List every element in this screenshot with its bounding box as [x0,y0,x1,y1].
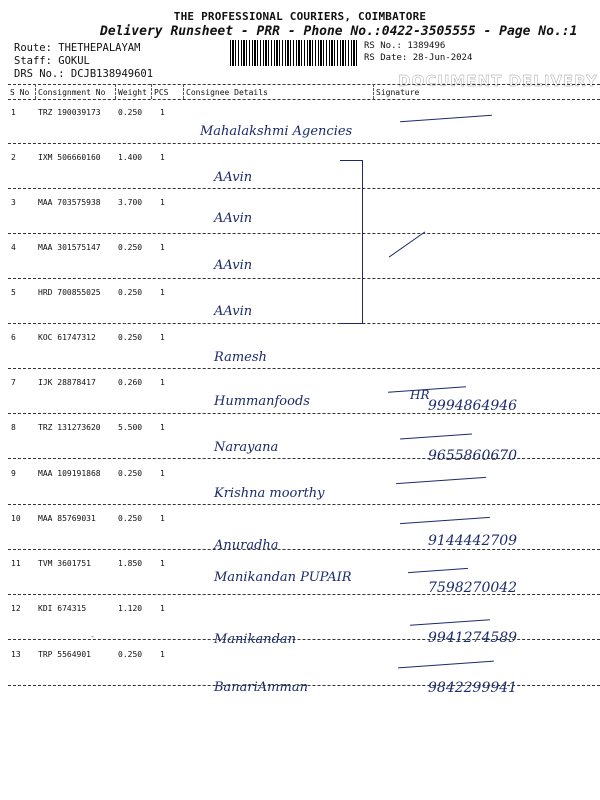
row-consignment-no: TRP 5564901 [38,650,91,659]
row-consignment-no: MAA 85769031 [38,514,96,523]
row-divider [8,368,600,369]
header-top-rule [8,84,600,85]
row-sno: 3 [11,198,16,207]
row-divider [8,233,600,234]
row-consignee: Mahalakshmi Agencies [200,124,353,139]
row-consignment-no: KOC 61747312 [38,333,96,342]
row-weight: 5.500 [118,423,143,432]
staff-label: Staff: GOKUL [14,55,90,67]
row-consignee: AAvin [214,304,253,319]
row-pcs: 1 [160,288,165,297]
row-phone-number: 9994864946 [428,398,518,414]
row-consignee: Ramesh [214,350,267,365]
runsheet-title: Delivery Runsheet - PRR - Phone No.:0422-3505555 - Page No.:1 [100,24,578,39]
col-pcs-header: PCS [154,88,169,97]
row-weight: 0.250 [118,469,143,478]
barcode [230,40,358,66]
row-consignment-no: TRZ 131273620 [38,423,101,432]
row-phone-number: 9144442709 [428,533,518,549]
row-consignee: BanariAmman [214,680,308,695]
row-consignment-no: TVM 3601751 [38,559,91,568]
row-pcs: 1 [160,198,165,207]
row-divider [8,278,600,279]
row-consignment-no: MAA 109191868 [38,469,101,478]
row-weight: 3.700 [118,198,143,207]
row-sno: 7 [11,378,16,387]
row-divider [8,188,600,189]
signature-scribble [389,231,426,257]
document-delivery-stamp: DOCUMENT DELIVERY [398,72,598,90]
row-weight: 0.250 [118,333,143,342]
row-pcs: 1 [160,333,165,342]
row-divider [8,549,600,550]
row-sno: 6 [11,333,16,342]
row-phone-number: 7598270042 [428,580,518,596]
row-divider [8,685,600,686]
signature-scribble [410,619,490,626]
row-weight: 1.850 [118,559,143,568]
row-pcs: 1 [160,514,165,523]
col-divider [35,84,36,99]
row-divider [8,594,600,595]
row-consignment-no: HRD 700855025 [38,288,101,297]
row-sno: 8 [11,423,16,432]
row-sno: 13 [11,650,21,659]
row-pcs: 1 [160,243,165,252]
row-phone-number: 9655860670 [428,448,518,464]
signature-scribble [396,477,486,484]
row-consignment-no: MAA 301575147 [38,243,101,252]
rs-info-block [364,40,472,64]
row-divider [8,413,600,414]
col-weight-header: Weight [118,88,147,97]
row-divider [8,639,600,640]
signature-scribble [400,433,472,439]
rs-number: RS No.: 1389496 [364,41,446,51]
row-consignment-no: TRZ 190039173 [38,108,101,117]
signature-scribble [400,115,492,122]
row-consignee: Anuradha [214,538,279,553]
row-weight: 0.250 [118,514,143,523]
row-pcs: 1 [160,559,165,568]
row-consignee: Manikandan [214,632,297,647]
row-sno: 5 [11,288,16,297]
col-consignment-header: Consignment No [38,88,106,97]
row-consignee: Narayana [214,440,279,455]
stray-mark: - [90,632,95,641]
route-staff-block [14,42,153,81]
row-pcs: 1 [160,108,165,117]
row-divider [8,323,600,324]
row-weight: 0.250 [118,108,143,117]
row-sno: 11 [11,559,21,568]
row-sno: 2 [11,153,16,162]
row-weight: 1.120 [118,604,143,613]
row-pcs: 1 [160,378,165,387]
row-divider [8,458,600,459]
row-sno: 10 [11,514,21,523]
route-label: Route: THETHEPALAYAM [14,42,141,54]
row-pcs: 1 [160,469,165,478]
row-consignee: Manikandan PUPAIR [214,570,352,585]
row-consignee: Krishna moorthy [214,486,325,501]
row-pcs: 1 [160,423,165,432]
row-sno: 1 [11,108,16,117]
col-signature-header: Signature [376,88,420,97]
row-phone-number: 9941274589 [428,630,518,646]
row-weight: 0.250 [118,650,143,659]
row-consignment-no: KDI 674315 [38,604,87,613]
header-bottom-rule [8,99,600,100]
row-consignment-no: MAA 703575938 [38,198,101,207]
row-divider [8,143,600,144]
row-consignee: AAvin [214,258,253,273]
row-consignment-no: IXM 506660160 [38,153,101,162]
row-pcs: 1 [160,604,165,613]
row-pcs: 1 [160,650,165,659]
row-sno: 12 [11,604,21,613]
col-consignee-header: Consignee Details [186,88,268,97]
signature-scribble [398,661,494,669]
signature-scribble [408,568,468,573]
row-divider [8,504,600,505]
row-sno: 4 [11,243,16,252]
row-consignment-no: IJK 28878417 [38,378,96,387]
row-phone-number: 9842299941 [428,680,518,696]
col-divider [183,84,184,99]
row-weight: 0.250 [118,243,143,252]
handwritten-bracket [340,160,363,324]
col-divider [151,84,152,99]
row-signature-text: HR [410,388,430,402]
drs-number: DRS No.: DCJB138949601 [14,68,154,80]
col-divider [115,84,116,99]
rs-date: RS Date: 28-Jun-2024 [364,53,473,63]
row-sno: 9 [11,469,16,478]
row-weight: 0.250 [118,288,143,297]
row-weight: 0.260 [118,378,143,387]
row-consignee: AAvin [214,170,253,185]
signature-scribble [400,517,490,524]
row-weight: 1.400 [118,153,143,162]
row-consignee: AAvin [214,211,253,226]
row-pcs: 1 [160,153,165,162]
row-consignee: Hummanfoods [214,394,310,409]
col-sno-header: S No [10,88,30,97]
company-name: THE PROFESSIONAL COURIERS, COIMBATORE [173,10,427,23]
col-divider [373,84,374,99]
